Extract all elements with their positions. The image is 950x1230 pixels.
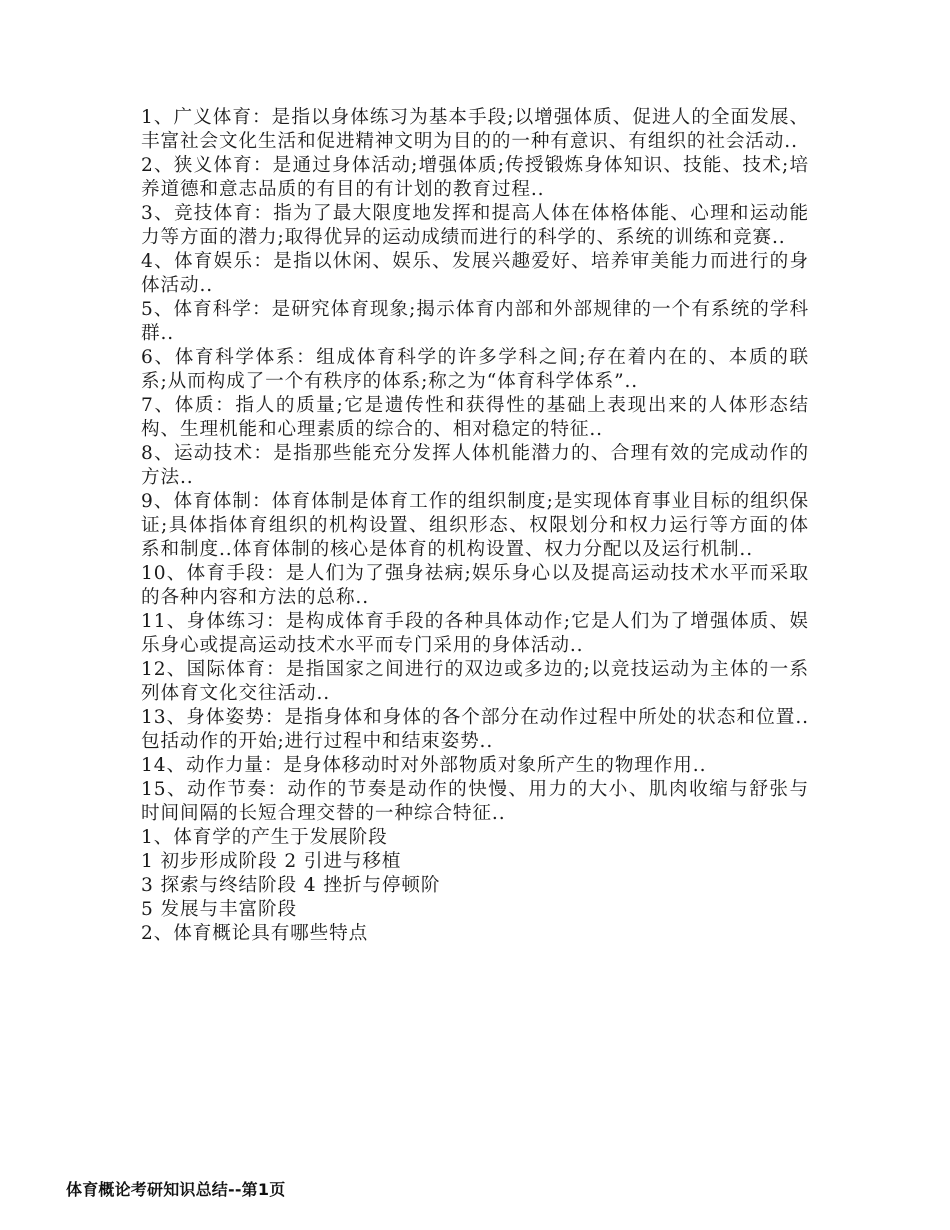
section-heading-development: 1、体育学的产生于发展阶段	[141, 827, 388, 848]
section-heading-features: 2、体育概论具有哪些特点	[141, 923, 369, 944]
paragraph-6: 6、体育科学体系：组成体育科学的许多学科之间;存在着内在的、本质的联系;从而构成了一个有秩序的体系;称之为“体育科学体系”..	[141, 347, 809, 392]
paragraph-15: 15、动作节奏：动作的节奏是动作的快慢、用力的大小、肌肉收缩与舒张与时间间隔的长短合理交替的一种综合特征..	[141, 779, 809, 824]
paragraph-9: 9、体育体制：体育体制是体育工作的组织制度;是实现体育事业目标的组织保证;具体指体育组织的机构设置、组织形态、权限划分和权力运行等方面的体系和制度..体育体制的核心是体育的机构设置、权力分配以及运行机制..	[141, 491, 809, 560]
paragraph-1: 1、广义体育：是指以身体练习为基本手段;以增强体质、促进人的全面发展、丰富社会文化生活和促进精神文明为目的的一种有意识、有组织的社会活动..	[141, 107, 809, 152]
document-body	[141, 106, 809, 946]
paragraph-4: 4、体育娱乐：是指以休闲、娱乐、发展兴趣爱好、培养审美能力而进行的身体活动..	[141, 251, 809, 296]
paragraph-3: 3、竞技体育：指为了最大限度地发挥和提高人体在体格体能、心理和运动能力等方面的潜力;取得优异的运动成绩而进行的科学的、系统的训练和竞赛..	[141, 203, 809, 248]
paragraph-13: 13、身体姿势：是指身体和身体的各个部分在动作过程中所处的状态和位置..包括动作的开始;进行过程中和结束姿势..	[141, 707, 809, 752]
paragraph-2: 2、狭义体育：是通过身体活动;增强体质;传授锻炼身体知识、技能、技术;培养道德和意志品质的有目的有计划的教育过程..	[141, 155, 809, 200]
page-footer: 体育概论考研知识总结--第1页	[66, 1180, 286, 1199]
paragraph-12: 12、国际体育：是指国家之间进行的双边或多边的;以竞技运动为主体的一系列体育文化交往活动..	[141, 659, 809, 704]
list-line-2: 3 探索与终结阶段 4 挫折与停顿阶	[141, 875, 441, 896]
paragraph-10: 10、体育手段：是人们为了强身祛病;娱乐身心以及提高运动技术水平而采取的各种内容和方法的总称..	[141, 563, 809, 608]
list-line-3: 5 发展与丰富阶段	[141, 899, 297, 920]
paragraph-5: 5、体育科学：是研究体育现象;揭示体育内部和外部规律的一个有系统的学科群..	[141, 299, 809, 344]
list-line-1: 1 初步形成阶段 2 引进与移植	[141, 851, 402, 872]
paragraph-14: 14、动作力量：是身体移动时对外部物质对象所产生的物理作用..	[141, 755, 707, 776]
paragraph-11: 11、身体练习：是构成体育手段的各种具体动作;它是人们为了增强体质、娱乐身心或提高运动技术水平而专门采用的身体活动..	[141, 611, 809, 656]
paragraph-7: 7、体质：指人的质量;它是遗传性和获得性的基础上表现出来的人体形态结构、生理机能和心理素质的综合的、相对稳定的特征..	[141, 395, 809, 440]
paragraph-8: 8、运动技术：是指那些能充分发挥人体机能潜力的、合理有效的完成动作的方法..	[141, 443, 809, 488]
